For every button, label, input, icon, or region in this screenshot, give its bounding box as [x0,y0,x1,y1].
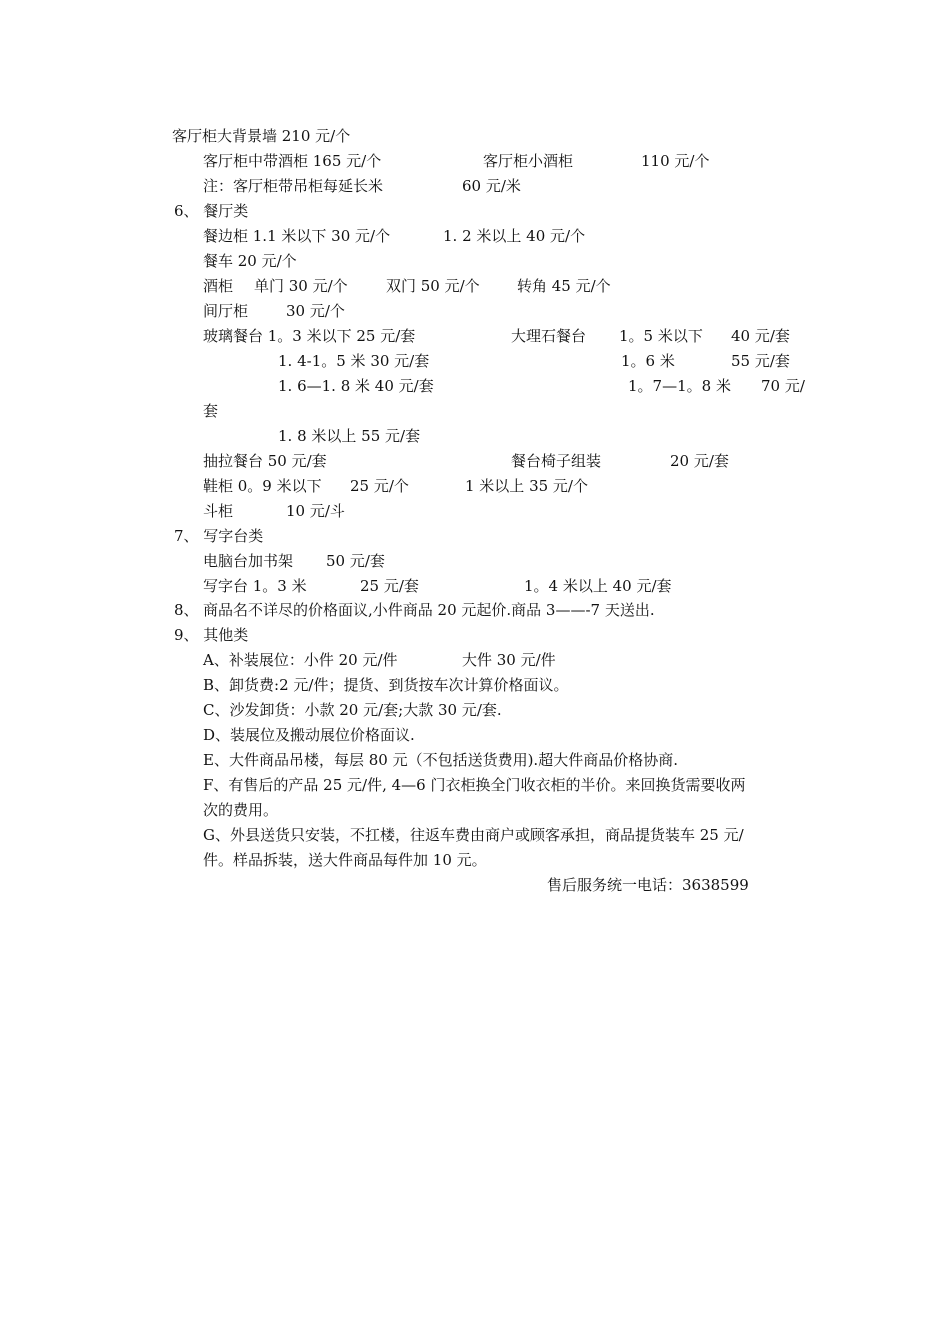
item-b-unloading-fee: B、卸货费:2 元/件；提货、到货按车次计算价格面议。 [203,676,569,694]
table-chair-assembly: 餐台椅子组装 [511,452,602,470]
item-a-supplement-display: A、补装展位：小件 20 元/件 [203,651,398,669]
chest-of-drawers-label: 斗柜 [203,502,234,520]
marble-table-under-1-5m-price: 40 元/套 [731,327,790,345]
section-7-heading: 7、 写字台类 [174,527,264,545]
shoe-cabinet-under-0-9m: 鞋柜 0。9 米以下 [203,477,322,495]
section-9-heading: 9、 其他类 [174,626,249,644]
table-chair-assembly-price: 20 元/套 [670,452,729,470]
computer-desk-with-bookshelf: 电脑台加书架 [203,552,294,570]
extendable-table: 抽拉餐台 50 元/套 [203,452,327,470]
item-f-after-sales-cont: 次的费用。 [203,801,279,819]
shoe-cabinet-over-1m: 1 米以上 35 元/个 [465,477,588,495]
glass-table-1-4-to-1-5m: 1. 4-1。5 米 30 元/套 [278,352,430,370]
glass-table-over-1-8m: 1. 8 米以上 55 元/套 [278,427,421,445]
chest-of-drawers-price: 10 元/斗 [286,502,345,520]
item-f-after-sales: F、有售后的产品 25 元/件, 4—6 门衣柜换全门收衣柜的半价。来回换货需要收两 [203,776,746,794]
desk-over-1-4m: 1。4 米以上 40 元/套 [524,577,672,595]
marble-table-1-6m: 1。6 米 [621,352,675,370]
living-room-cabinet-background-wall: 客厅柜大背景墙 210 元/个 [172,127,351,145]
partition-cabinet-label: 间厅柜 [203,302,249,320]
living-room-small-wine-cabinet-price: 110 元/个 [641,152,710,170]
sideboard-over-1-2m: 1. 2 米以上 40 元/个 [443,227,586,245]
marble-table-1-7-to-1-8m: 1。7—1。8 米 [628,377,731,395]
desk-1-3m-price: 25 元/套 [360,577,419,595]
section-8-number: 8、 [174,601,199,619]
shoe-cabinet-under-0-9m-price: 25 元/个 [350,477,409,495]
wine-cabinet-label: 酒柜 [203,277,234,295]
dining-cart: 餐车 20 元/个 [203,252,297,270]
glass-table-under-1-3m: 玻璃餐台 1。3 米以下 25 元/套 [203,327,416,345]
item-e-large-item-lifting: E、大件商品吊楼，每层 80 元（不包括送货费用).超大件商品价格协商. [203,751,678,769]
section-6-heading: 6、 餐厅类 [174,202,249,220]
item-d-display-moving: D、装展位及搬动展位价格面议. [203,726,415,744]
item-a-large-item: 大件 30 元/件 [462,651,556,669]
marble-table-1-7-to-1-8m-price: 70 元/ [761,377,805,395]
after-sales-phone: 售后服务统一电话：3638599 [547,876,749,894]
marble-table-1-6m-price: 55 元/套 [731,352,790,370]
item-g-county-delivery: G、外县送货只安装，不扛楼，往返车费由商户或顾客承担，商品提货装车 25 元/ [203,826,744,844]
note-hanging-cabinet: 注：客厅柜带吊柜每延长米 [203,177,384,195]
note-hanging-cabinet-price: 60 元/米 [462,177,521,195]
partition-cabinet-price: 30 元/个 [286,302,345,320]
wine-cabinet-corner: 转角 45 元/个 [517,277,611,295]
living-room-cabinet-with-wine-cabinet: 客厅柜中带酒柜 165 元/个 [203,152,382,170]
marble-table-under-1-5m: 1。5 米以下 [619,327,703,345]
computer-desk-with-bookshelf-price: 50 元/套 [326,552,385,570]
wine-cabinet-double-door: 双门 50 元/个 [386,277,480,295]
wine-cabinet-single-door: 单门 30 元/个 [254,277,348,295]
desk-1-3m: 写字台 1。3 米 [203,577,307,595]
living-room-small-wine-cabinet: 客厅柜小酒柜 [483,152,574,170]
marble-table-label: 大理石餐台 [511,327,587,345]
item-c-sofa-unloading: C、沙发卸货：小款 20 元/套;大款 30 元/套. [203,701,502,719]
sideboard-under-1-1m: 餐边柜 1.1 米以下 30 元/个 [203,227,391,245]
marble-table-price-unit-wrap: 套 [203,402,219,420]
glass-table-1-6-to-1-8m: 1. 6—1. 8 米 40 元/套 [278,377,434,395]
item-g-county-delivery-cont: 件。样品拆装，送大件商品每件加 10 元。 [203,851,487,869]
section-8-text: 商品名不详尽的价格面议,小件商品 20 元起价.商品 3——-7 天送出. [203,601,655,619]
